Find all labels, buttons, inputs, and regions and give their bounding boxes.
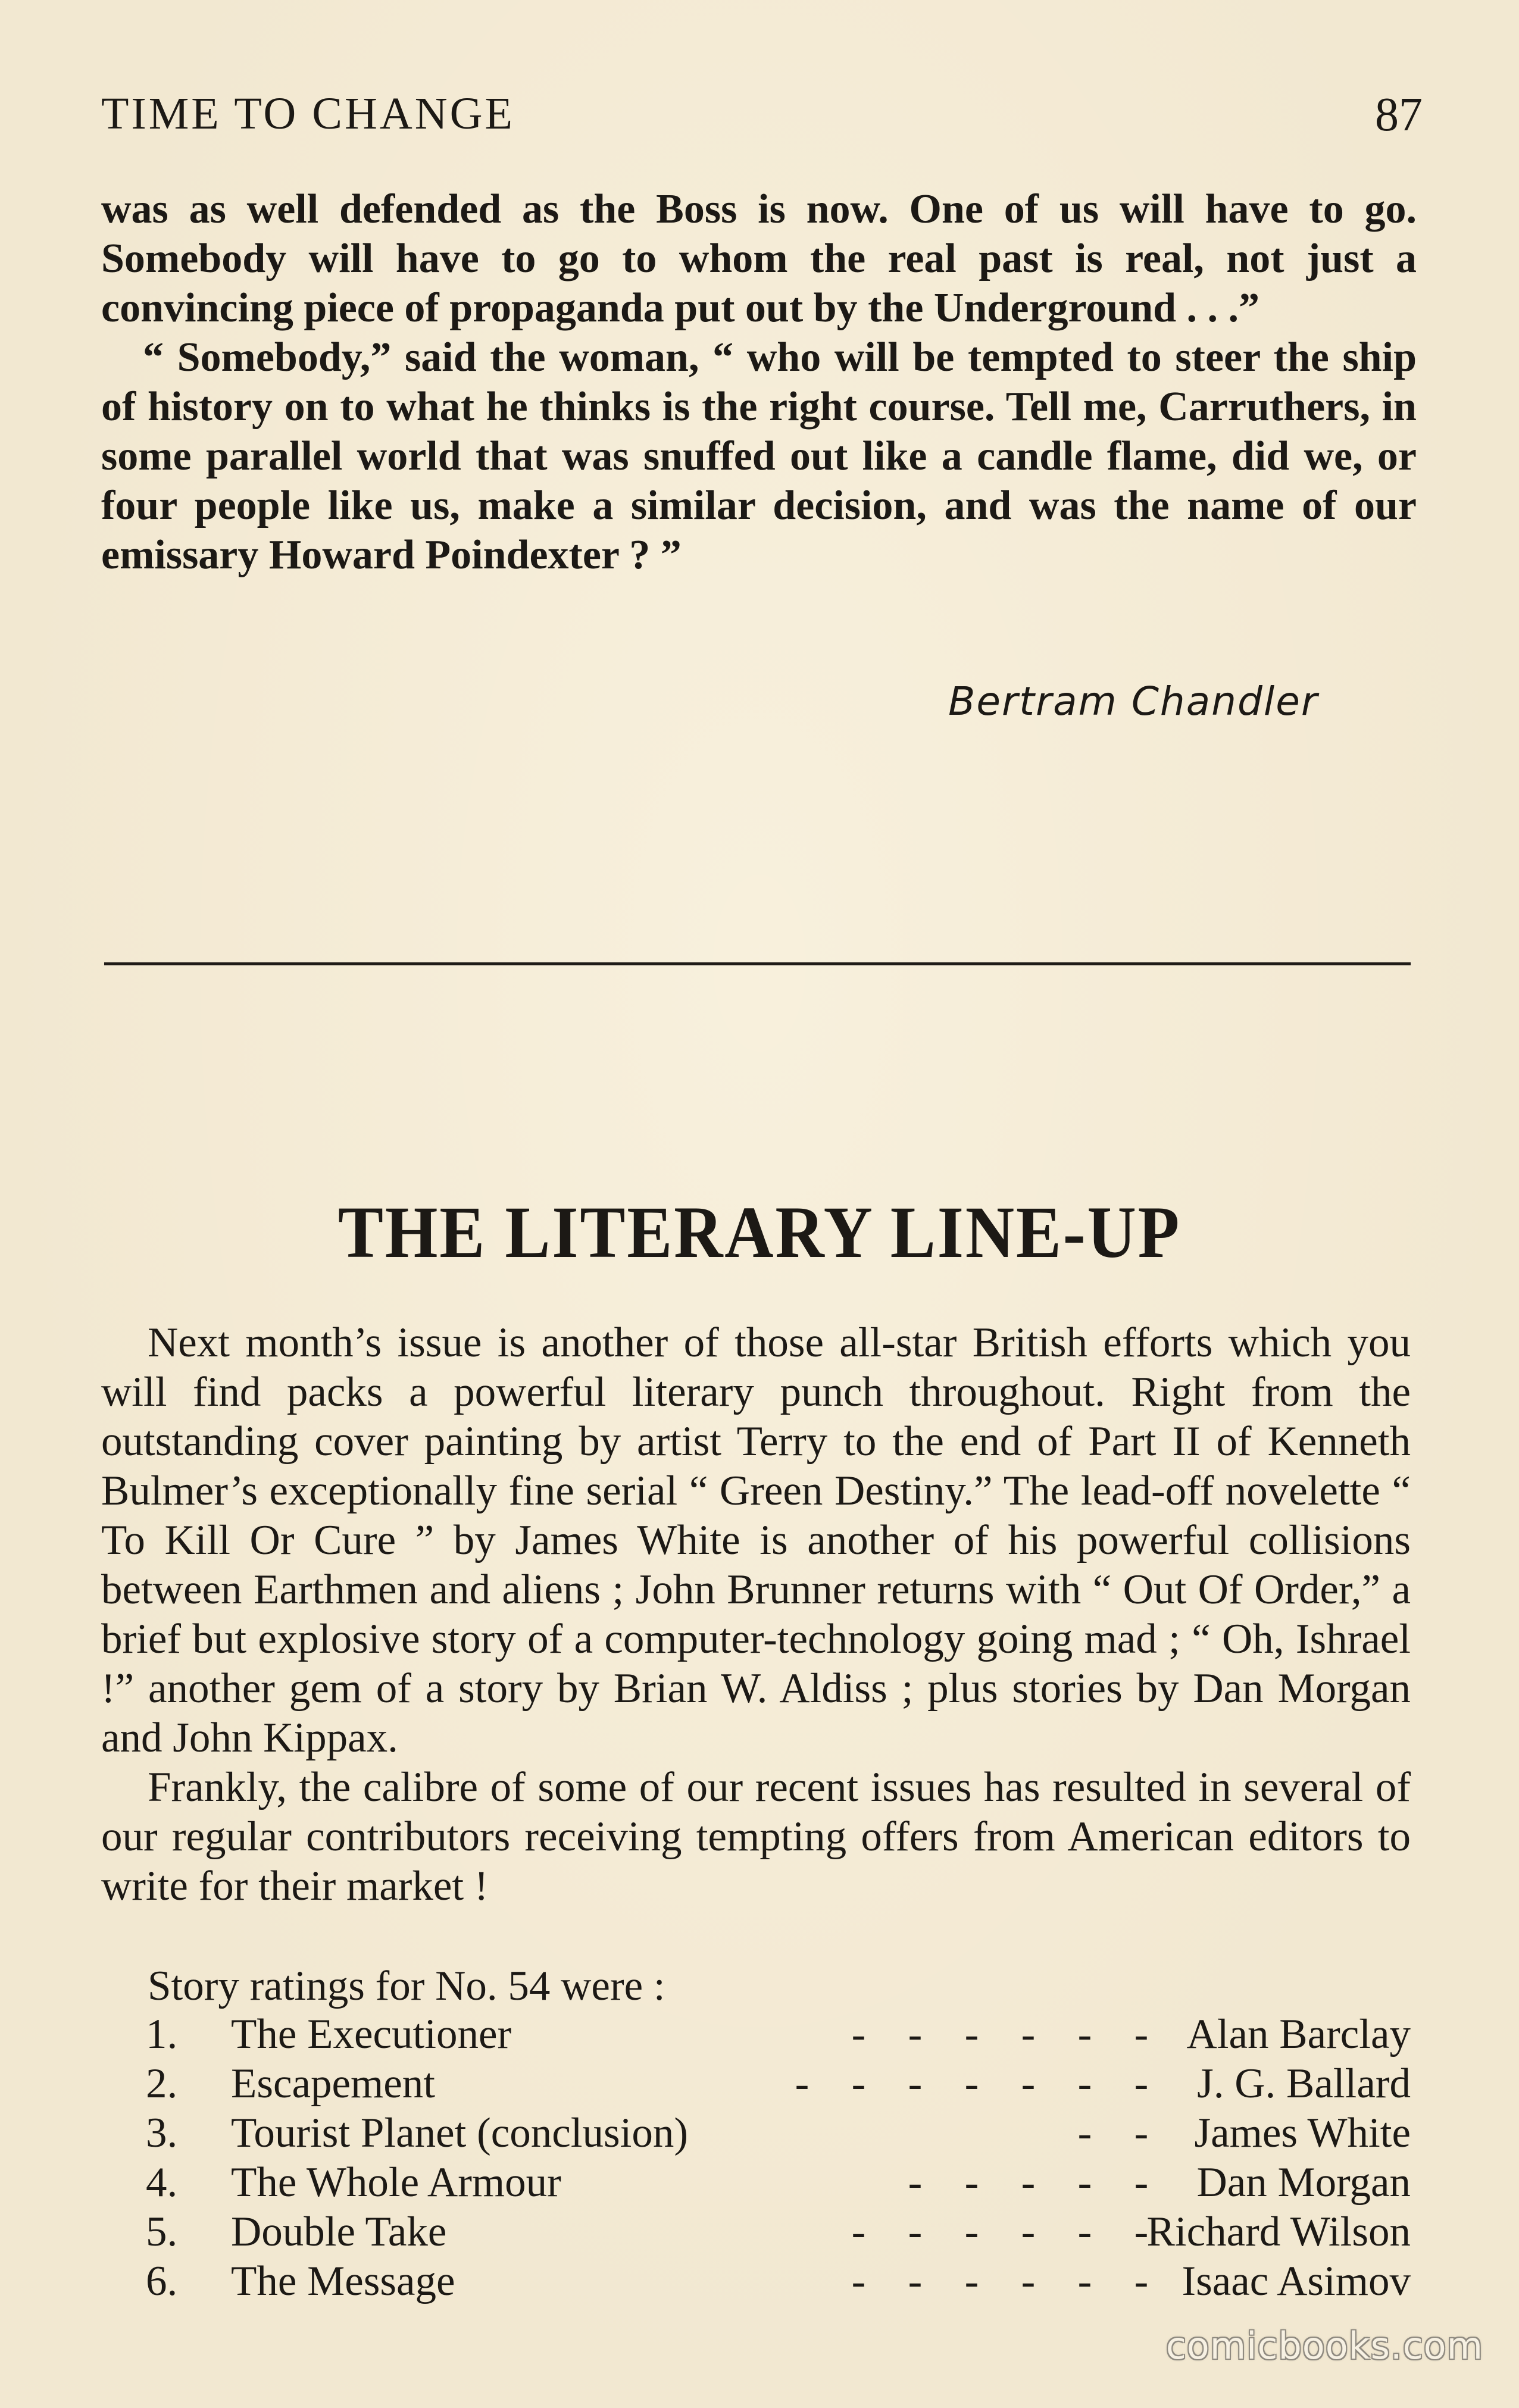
site-watermark: comicbooks.com	[1165, 2324, 1483, 2368]
rating-title: The Executioner	[231, 2011, 512, 2057]
rating-number: 2.	[146, 2060, 178, 2107]
rating-author: James White	[1194, 2110, 1411, 2156]
story-author-signature: Bertram Chandler	[948, 678, 1318, 724]
lineup-paragraph: Next month’s issue is another of those all-star British efforts which you will find packs a powerful literary punch throughout. Right from the outstanding cover painting by artist Terry to the end of Part II of Kenneth Bulmer’s exceptionally fine serial “ Green Destiny.” The lead-off novelette “ To Kill Or Cure ” by James White is another of his powerful collisions between Earthmen and aliens ; John Brunner returns with “ Out Of Order,” a brief but explosive story of a computer-technology going mad ; “ Oh, Ishrael !” another gem of a story by Brian W. Aldiss ; plus stories by Dan Morgan and John Kippax.	[101, 1319, 1411, 1761]
rating-author: J. G. Ballard	[1197, 2060, 1411, 2107]
story-paragraph: “ Somebody,” said the woman, “ who will be tempted to steer the ship of history on to what he thinks is the right course. Tell me, Carruthers, in some parallel world that was snuffed out like a candle flame, did we, or four people like us, make a similar decision, and was the name of our emissary Howard Poindexter ? ”	[101, 334, 1417, 578]
rating-title: Escapement	[231, 2060, 436, 2107]
leader-dashes: - - - - - -	[851, 2011, 1149, 2057]
running-head	[101, 88, 1423, 142]
leader-dashes: - - - - -	[908, 2159, 1149, 2206]
rating-row	[146, 2159, 1411, 2208]
rating-number: 4.	[146, 2159, 178, 2206]
page-number: 87	[1375, 89, 1423, 141]
rating-author: Alan Barclay	[1186, 2011, 1411, 2057]
ratings-intro: Story ratings for No. 54 were :	[148, 1963, 665, 2009]
rating-title: Tourist Planet (conclusion)	[231, 2110, 688, 2156]
section-title: THE LITERARY LINE-UP	[337, 1192, 1182, 1273]
lineup-paragraph: Frankly, the calibre of some of our recent issues has resulted in several of our regular contributors receiving tempting offers from American editors to write for their market !	[101, 1764, 1411, 1909]
leader-dashes: - - - - - - -	[795, 2060, 1149, 2107]
rating-author: Dan Morgan	[1196, 2159, 1411, 2206]
story-ending-text	[101, 184, 1417, 580]
rating-number: 6.	[146, 2258, 178, 2304]
story-paragraph: was as well defended as the Boss is now. One of us will have to go. Somebody will have to go to whom the real past is real, not just a convincing piece of propaganda put out by the Underground . . .”	[101, 186, 1417, 331]
rating-title: The Message	[231, 2258, 455, 2304]
rating-author: Richard Wilson	[1146, 2209, 1411, 2255]
rating-row	[146, 2208, 1411, 2257]
lineup-text	[101, 1318, 1411, 1911]
leader-dashes: - - - - - -	[851, 2258, 1149, 2304]
leader-dashes: - -	[1077, 2110, 1149, 2156]
leader-dashes: - - - - - -	[851, 2209, 1149, 2255]
ratings-list	[146, 2010, 1411, 2307]
rating-row	[146, 2060, 1411, 2109]
rating-row	[146, 2109, 1411, 2159]
running-title: TIME TO CHANGE	[101, 89, 515, 139]
rating-number: 5.	[146, 2209, 178, 2255]
rating-author: Isaac Asimov	[1182, 2258, 1411, 2304]
rating-number: 1.	[146, 2011, 178, 2057]
rating-title: The Whole Armour	[231, 2159, 561, 2206]
rating-row	[146, 2010, 1411, 2060]
rating-title: Double Take	[231, 2209, 447, 2255]
section-divider	[104, 962, 1411, 965]
rating-number: 3.	[146, 2110, 178, 2156]
rating-row	[146, 2257, 1411, 2307]
